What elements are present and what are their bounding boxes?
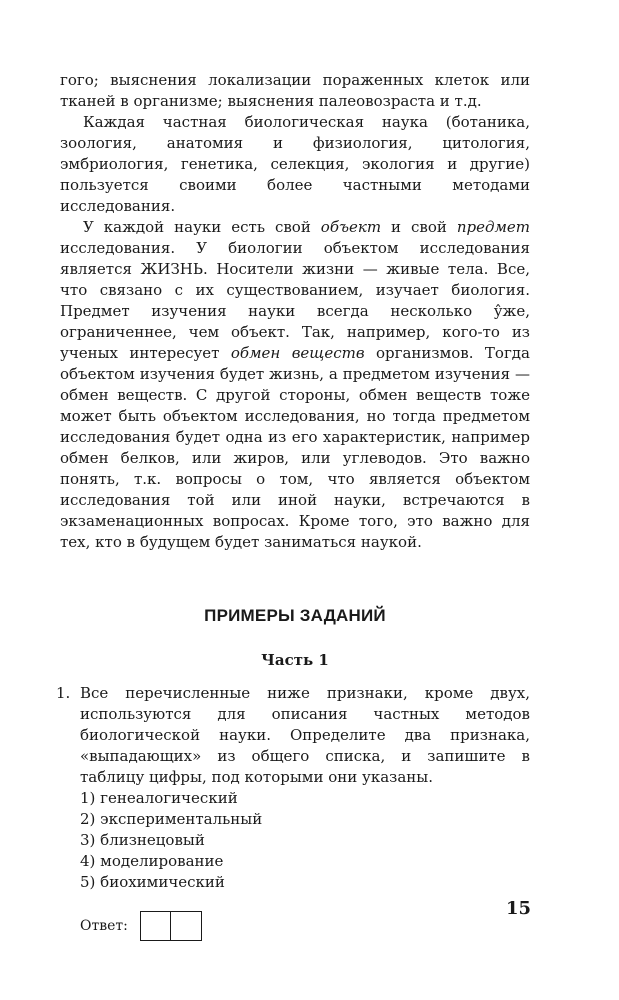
option-item: 4) моделирование [80,852,224,870]
text-segment: исследования. У биологии объектом исследования является ЖИЗНЬ. Носители жизни — живые тела. Все, что связано с их существованием, изучает биология. Предмет изучения науки всегда несколько у̂же, ограниченнее, чем объект. Так, например, кого-то из ученых интересует [60,239,530,362]
task-number: 1. [56,684,71,702]
paragraph-methods: Каждая частная биологическая наука (ботаника, зоология, анатомия и физиология, цитология, эмбриология, генетика, селекция, экология и другие) пользуется своими более частными методами исследования. [60,113,530,215]
option-item: 3) близнецовый [80,831,205,849]
part-heading: Часть 1 [261,651,329,669]
options-list [80,788,530,893]
answer-row [60,911,530,941]
option-item: 2) экспериментальный [80,810,263,828]
task-text: Все перечисленные ниже признаки, кроме двух, используются для описания частных методов биологической науки. Определите два признака, «выпадающих» из общего списка, и запишите в таблицу цифры, под которыми они указаны. [80,684,530,786]
answer-cell-2[interactable] [171,911,202,941]
term-metabolism: обмен веществ [230,344,365,362]
paragraph-continuation: гого; выяснения локализации пораженных клеток или тканей в организме; выяснения палеовозраста и т.д. [60,71,530,110]
text-segment: и свой [381,218,457,236]
paragraph-object-subject [60,217,530,553]
term-object: объект [320,218,382,236]
section-heading: ПРИМЕРЫ ЗАДАНИЙ [204,606,386,625]
page-number: 15 [505,898,531,919]
option-item: 5) биохимический [80,873,225,891]
task-item [56,683,530,893]
term-subject: предмет [456,218,530,236]
page-content [56,70,530,941]
text-segment: У каждой науки есть свой [83,218,321,236]
text-segment: организмов. Тогда объектом изучения будет жизнь, а предметом изучения — обмен веществ. С другой стороны, обмен веществ тоже может быть объектом исследования, но тогда предметом исследования будет одна из его характеристик, например обмен белков, или жиров, или углеводов. Это важно понять, т.к. вопросы о том, что является объектом исследования той или иной науки, встречаются в экзаменационных вопросах. Кроме того, это важно для тех, кто в будущем будет заниматься наукой. [60,344,530,551]
answer-label: Ответ: [80,917,128,934]
answer-cell-1[interactable] [140,911,171,941]
option-item: 1) генеалогический [80,789,238,807]
